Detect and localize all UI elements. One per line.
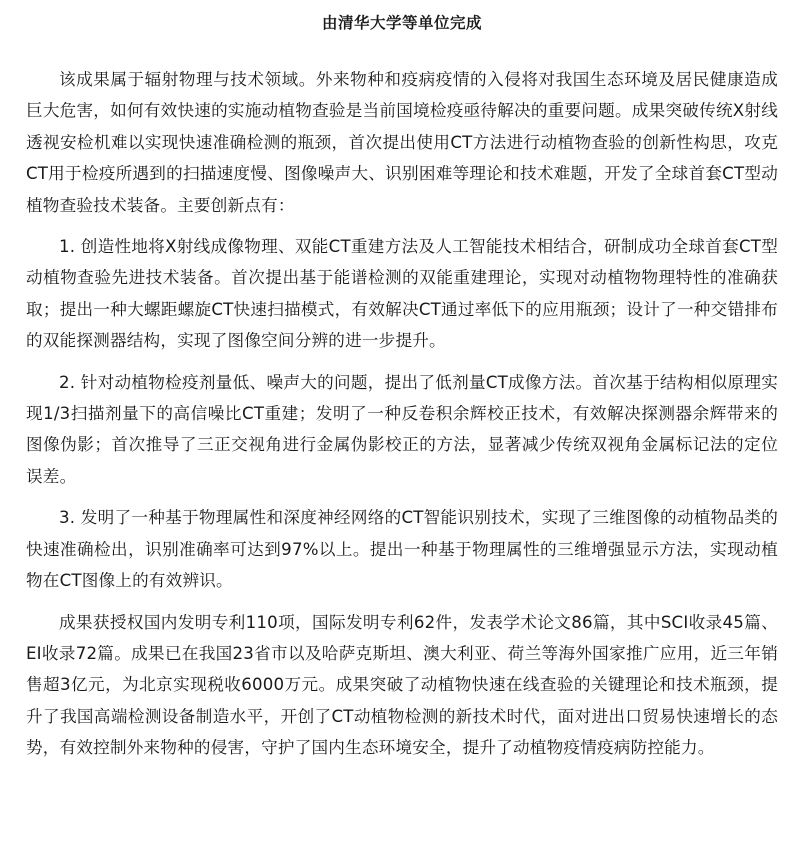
paragraph-innovation-3: 3. 发明了一种基于物理属性和深度神经网络的CT智能识别技术，实现了三维图像的动植物品类的快速准确检出，识别准确率可达到97%以上。提出一种基于物理属性的三维增强显示方法，实现动植物在CT图像上的有效辨识。 bbox=[26, 508, 778, 591]
paragraph-innovation-2: 2. 针对动植物检疫剂量低、噪声大的问题，提出了低剂量CT成像方法。首次基于结构相似原理实现1/3扫描剂量下的高信噪比CT重建；发明了一种反卷积余辉校正技术，有效解决探测器余辉带来的图像伪影；首次推导了三正交视角进行金属伪影校正的方法，显著减少传统双视角金属标记法的定位误差。 bbox=[26, 372, 778, 486]
document-title: 由清华大学等单位完成 bbox=[321, 14, 482, 32]
paragraph-achievements: 成果获授权国内发明专利110项，国际发明专利62件，发表学术论文86篇，其中SCI收录45篇、EI收录72篇。成果已在我国23省市以及哈萨克斯坦、澳大利亚、荷兰等海外国家推广应用，近三年销售超3亿元，为北京实现税收6000万元。成果突破了动植物快速在线查验的关键理论和技术瓶颈，提升了我国高端检测设备制造水平，开创了CT动植物检测的新技术时代，面对进出口贸易快速增长的态势，有效控制外来物种的侵害，守护了国内生态环境安全，提升了动植物疫情疫病防控能力。 bbox=[26, 612, 778, 758]
paragraph-intro: 该成果属于辐射物理与技术领域。外来物种和疫病疫情的入侵将对我国生态环境及居民健康造成巨大危害，如何有效快速的实施动植物查验是当前国境检疫亟待解决的重要问题。成果突破传统X射线透视安检机难以实现快速准确检测的瓶颈，首次提出使用CT方法进行动植物查验的创新性构思，攻克CT用于检疫所遇到的扫描速度慢、图像噪声大、识别困难等理论和技术难题，开发了全球首套CT型动植物查验技术装备。主要创新点有： bbox=[26, 70, 778, 215]
paragraph-innovation-1: 1. 创造性地将X射线成像物理、双能CT重建方法及人工智能技术相结合，研制成功全球首套CT型动植物查验先进技术装备。首次提出基于能谱检测的双能重建理论，实现对动植物物理特性的准确获取；提出一种大螺距螺旋CT快速扫描模式，有效解决CT通过率低下的应用瓶颈；设计了一种交错排布的双能探测器结构，实现了图像空间分辨的进一步提升。 bbox=[26, 237, 778, 351]
document-body bbox=[26, 64, 778, 764]
